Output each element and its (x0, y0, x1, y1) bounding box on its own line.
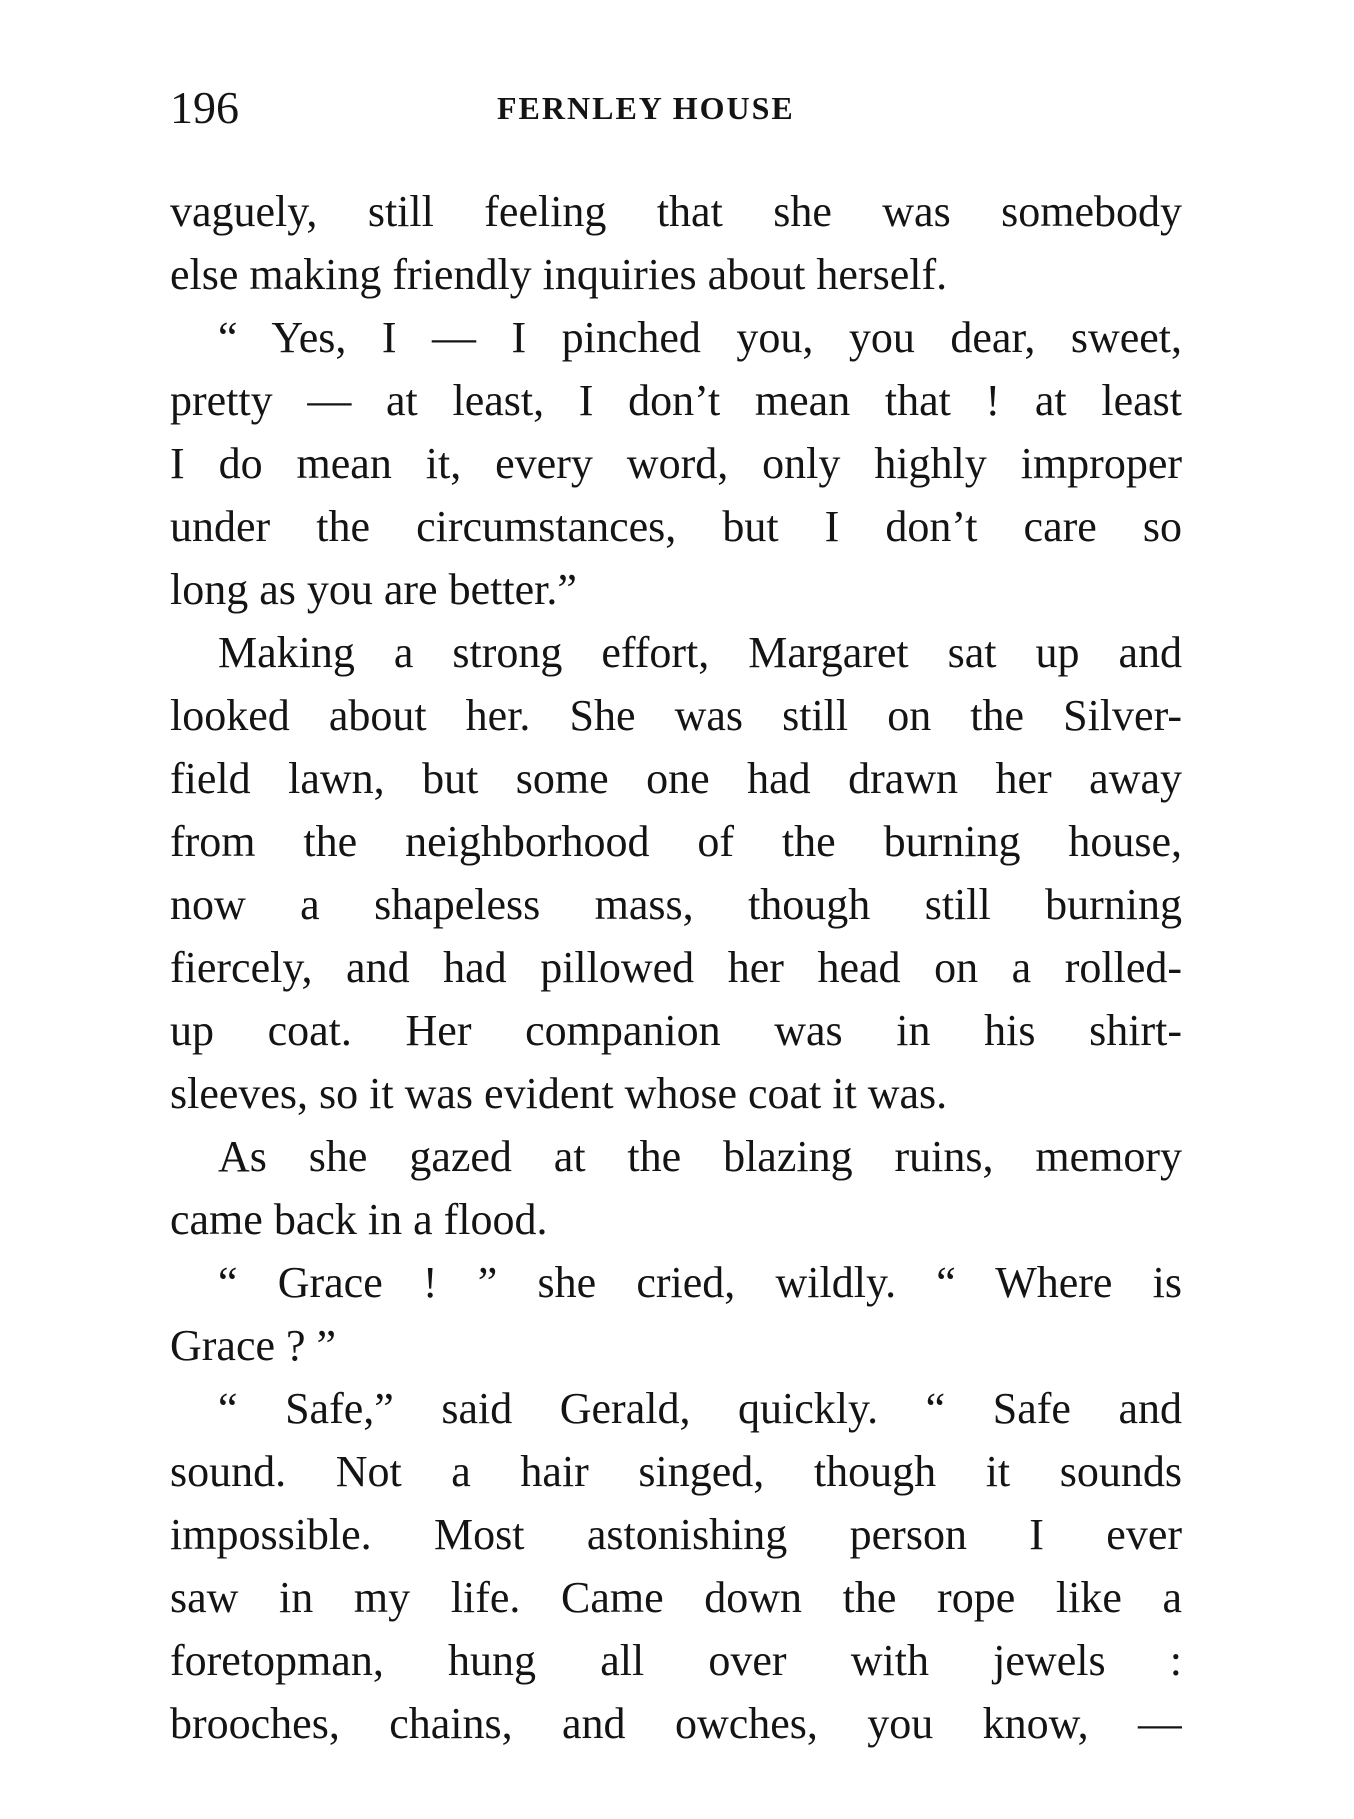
text-line: under the circumstances, but I don’t care so (170, 502, 1182, 551)
running-head (170, 78, 1180, 138)
text-line: Grace ? ” (170, 1321, 337, 1370)
book-title: FERNLEY HOUSE (497, 90, 795, 126)
text-line: brooches, chains, and owches, you know, — (170, 1699, 1182, 1748)
text-line: As she gazed at the blazing ruins, memory (218, 1132, 1182, 1181)
text-line: looked about her. She was still on the Silver- (170, 691, 1182, 740)
text-line: long as you are better.” (170, 565, 577, 614)
text-line: else making friendly inquiries about herself. (170, 250, 948, 299)
body-text (170, 180, 1182, 1755)
text-line: now a shapeless mass, though still burning (170, 880, 1182, 929)
text-line: vaguely, still feeling that she was somebody (170, 187, 1182, 236)
text-line: “ Safe,” said Gerald, quickly. “ Safe and (218, 1384, 1182, 1433)
page-number: 196 (170, 82, 239, 133)
text-line: I do mean it, every word, only highly improper (170, 439, 1182, 488)
text-line: field lawn, but some one had drawn her away (170, 754, 1182, 803)
text-line: sound. Not a hair singed, though it sounds (170, 1447, 1182, 1496)
text-line: up coat. Her companion was in his shirt- (170, 1006, 1182, 1055)
text-line: from the neighborhood of the burning house, (170, 817, 1182, 866)
text-line: foretopman, hung all over with jewels : (170, 1636, 1182, 1685)
text-line: came back in a flood. (170, 1195, 548, 1244)
text-line: fiercely, and had pillowed her head on a rolled- (170, 943, 1182, 992)
text-line: saw in my life. Came down the rope like a (170, 1573, 1182, 1622)
text-line: sleeves, so it was evident whose coat it was. (170, 1069, 948, 1118)
text-line: “ Yes, I — I pinched you, you dear, sweet, (218, 313, 1182, 362)
text-line: impossible. Most astonishing person I ever (170, 1510, 1182, 1559)
text-line: Making a strong effort, Margaret sat up and (218, 628, 1182, 677)
text-line: “ Grace ! ” she cried, wildly. “ Where is (218, 1258, 1182, 1307)
text-line: pretty — at least, I don’t mean that ! at least (170, 376, 1182, 425)
